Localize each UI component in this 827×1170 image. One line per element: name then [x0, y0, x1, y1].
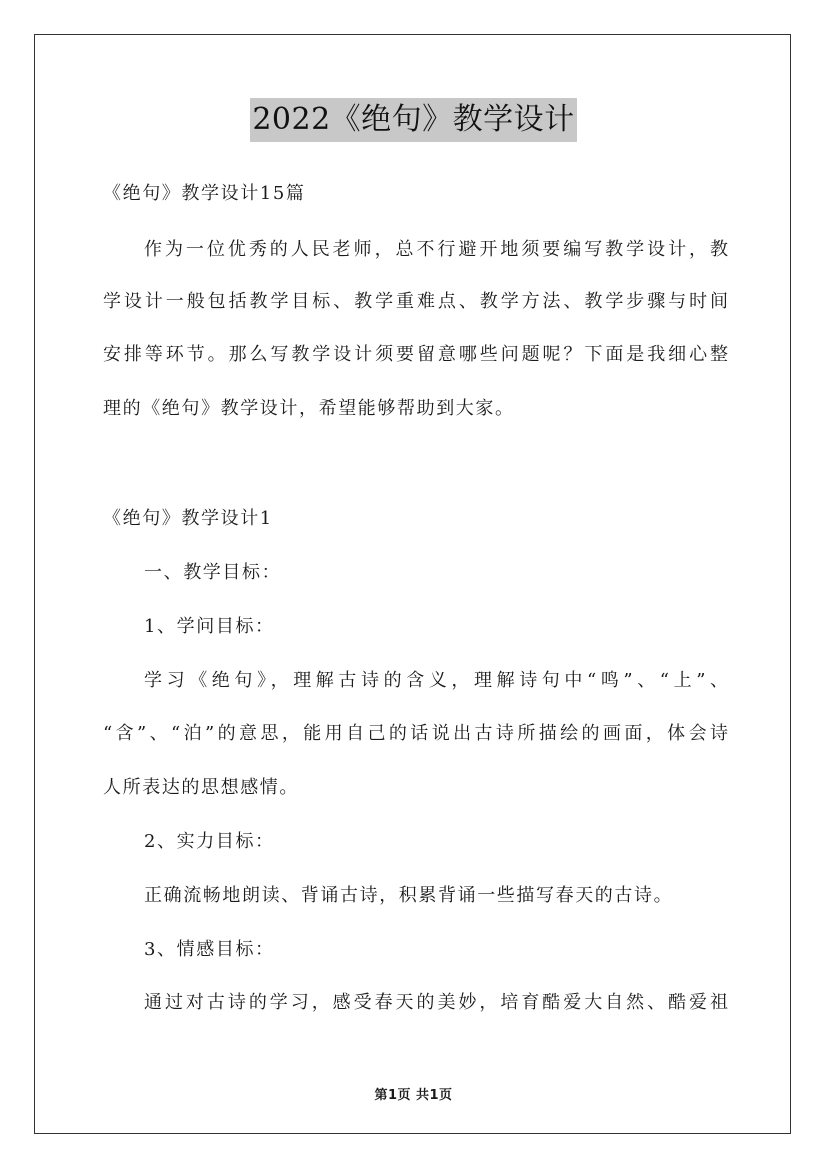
subtitle-line: 《绝句》教学设计15篇 — [103, 183, 306, 204]
document-title: 2022《绝句》教学设计 — [250, 98, 576, 142]
paragraph-line: 理的《绝句》教学设计，希望能够帮助到大家。 — [103, 398, 515, 419]
paragraph-line: 安排等环节。那么写教学设计须要留意哪些问题呢？下面是我细心整 — [103, 344, 728, 365]
subsection-heading: 1、学问目标： — [144, 616, 275, 637]
paragraph-line: 人所表达的思想感情。 — [103, 777, 299, 798]
paragraph-line: 作为一位优秀的人民老师，总不行避开地须要编写教学设计，教 — [144, 239, 728, 260]
subsection-heading: 3、情感目标： — [144, 939, 275, 960]
paragraph-line: 学习《绝句》，理解古诗的含义，理解诗句中“鸣”、“上”、 — [144, 670, 728, 691]
paragraph-line: 学设计一般包括教学目标、教学重难点、教学方法、教学步骤与时间 — [103, 291, 728, 312]
title-container — [0, 98, 827, 142]
subsection-heading: 2、实力目标： — [144, 831, 275, 852]
paragraph-line: 正确流畅地朗读、背诵古诗，积累背诵一些描写春天的古诗。 — [144, 885, 674, 906]
section-heading: 一、教学目标： — [144, 562, 282, 583]
paragraph-line: 通过对古诗的学习，感受春天的美妙，培育酷爱大自然、酷爱祖 — [144, 992, 728, 1013]
section-heading: 《绝句》教学设计1 — [103, 508, 273, 529]
paragraph-line: “含”、“泊”的意思，能用自己的话说出古诗所描绘的画面，体会诗 — [103, 723, 728, 744]
page-number: 第1页 共1页 — [374, 1088, 453, 1103]
